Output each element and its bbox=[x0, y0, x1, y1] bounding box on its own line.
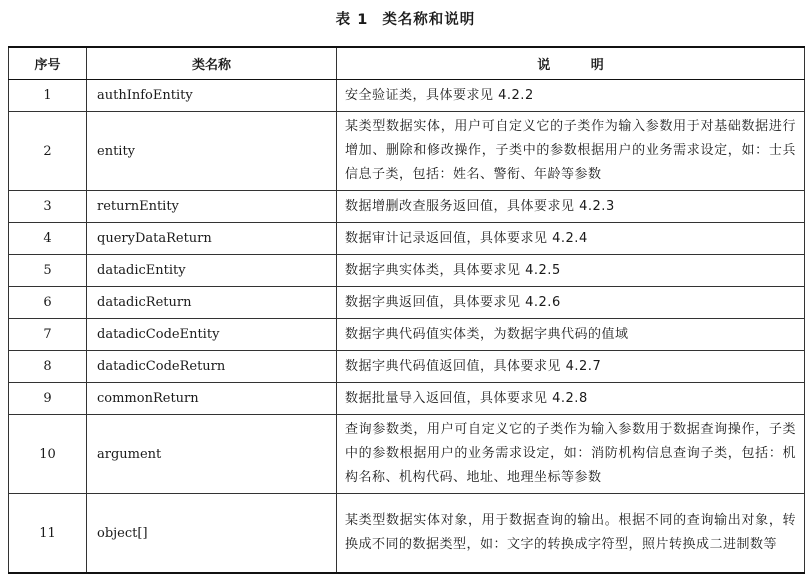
row-no: 10 bbox=[9, 415, 87, 494]
row-desc: 某类型数据实体，用户可自定义它的子类作为输入参数用于对基础数据进行增加、删除和修改操作，子类中的参数根据用户的业务需求设定，如：士兵信息子类，包括：姓名、警衔、年龄等参数 bbox=[337, 112, 805, 191]
row-desc: 数据审计记录返回值，具体要求见 4.2.4 bbox=[337, 223, 805, 255]
row-no: 8 bbox=[9, 351, 87, 383]
table-row bbox=[9, 351, 805, 383]
row-no: 11 bbox=[9, 494, 87, 574]
row-name: commonReturn bbox=[87, 383, 337, 415]
table-row bbox=[9, 191, 805, 223]
row-name: queryDataReturn bbox=[87, 223, 337, 255]
row-name: object[] bbox=[87, 494, 337, 574]
row-desc: 安全验证类，具体要求见 4.2.2 bbox=[337, 80, 805, 112]
table-row bbox=[9, 319, 805, 351]
header-row bbox=[9, 47, 805, 80]
row-desc: 某类型数据实体对象，用于数据查询的输出。根据不同的查询输出对象，转换成不同的数据类型，如：文字的转换成字符型，照片转换成二进制数等 bbox=[337, 494, 805, 574]
row-no: 2 bbox=[9, 112, 87, 191]
table-number: 表 1 bbox=[335, 12, 369, 28]
table-row bbox=[9, 80, 805, 112]
row-desc: 数据批量导入返回值，具体要求见 4.2.8 bbox=[337, 383, 805, 415]
row-name: entity bbox=[87, 112, 337, 191]
row-desc: 数据字典代码值实体类，为数据字典代码的值域 bbox=[337, 319, 805, 351]
table-row bbox=[9, 287, 805, 319]
row-no: 4 bbox=[9, 223, 87, 255]
table-row bbox=[9, 494, 805, 574]
class-table bbox=[8, 46, 805, 574]
row-name: authInfoEntity bbox=[87, 80, 337, 112]
row-no: 6 bbox=[9, 287, 87, 319]
row-name: datadicReturn bbox=[87, 287, 337, 319]
table-row bbox=[9, 112, 805, 191]
table-title: 类名称和说明 bbox=[382, 12, 476, 28]
row-no: 5 bbox=[9, 255, 87, 287]
row-desc: 数据字典实体类，具体要求见 4.2.5 bbox=[337, 255, 805, 287]
row-no: 3 bbox=[9, 191, 87, 223]
table-row bbox=[9, 255, 805, 287]
header-desc: 说 明 bbox=[337, 47, 805, 80]
row-name: datadicEntity bbox=[87, 255, 337, 287]
row-desc: 数据增删改查服务返回值，具体要求见 4.2.3 bbox=[337, 191, 805, 223]
table-caption bbox=[0, 8, 811, 29]
row-desc: 查询参数类，用户可自定义它的子类作为输入参数用于数据查询操作，子类中的参数根据用户的业务需求设定，如：消防机构信息查询子类，包括：机构名称、机构代码、地址、地理坐标等参数 bbox=[337, 415, 805, 494]
row-name: datadicCodeReturn bbox=[87, 351, 337, 383]
row-no: 7 bbox=[9, 319, 87, 351]
row-no: 9 bbox=[9, 383, 87, 415]
row-desc: 数据字典代码值返回值，具体要求见 4.2.7 bbox=[337, 351, 805, 383]
row-name: argument bbox=[87, 415, 337, 494]
header-no: 序号 bbox=[9, 47, 87, 80]
row-desc: 数据字典返回值，具体要求见 4.2.6 bbox=[337, 287, 805, 319]
row-no: 1 bbox=[9, 80, 87, 112]
table-row bbox=[9, 415, 805, 494]
row-name: returnEntity bbox=[87, 191, 337, 223]
table-row bbox=[9, 223, 805, 255]
table-row bbox=[9, 383, 805, 415]
row-name: datadicCodeEntity bbox=[87, 319, 337, 351]
header-name: 类名称 bbox=[87, 47, 337, 80]
